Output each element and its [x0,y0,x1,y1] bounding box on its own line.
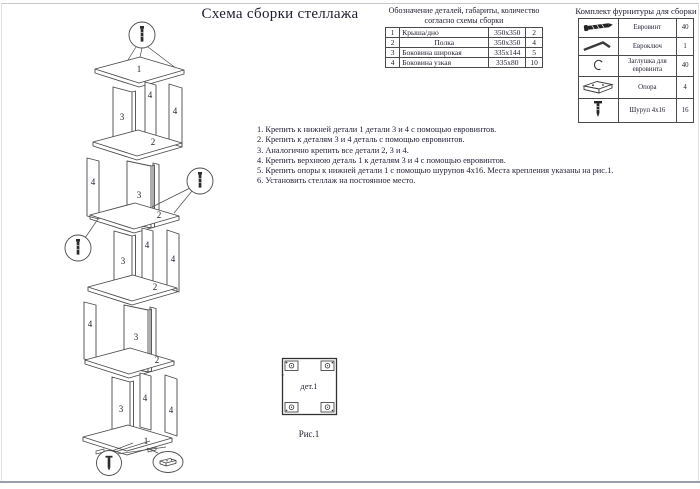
table-row [579,76,694,99]
screw-icon [579,99,619,123]
table-row [386,48,543,58]
hardware-name: Евровинт [618,19,677,38]
support-foot-callout [153,452,183,473]
part-label: 4 [144,240,150,250]
part-label: 4 [170,254,176,264]
part-label: 3 [120,256,126,266]
instruction-step: 6. Установить стеллаж на постоянное место. [257,176,416,186]
shelf-panel [90,203,179,233]
cap-icon [579,56,619,77]
part-name: Полка [400,38,489,48]
parts-table-header [383,6,545,25]
part-size: 335х144 [489,48,526,58]
shelf-panel [88,275,177,305]
part-label: 2 [154,355,160,365]
table-row [386,28,543,38]
part-label: 3 [136,190,142,200]
table-row [579,19,694,38]
part-qty: 2 [526,28,543,38]
shelving-assembly-diagram [0,0,240,489]
detail-label: дет.1 [300,382,318,391]
hex-key-icon [579,37,619,56]
table-row [386,58,543,68]
hardware-name: Евроключ [618,37,677,56]
hardware-qty: 40 [677,19,694,38]
part-label: 3 [118,404,124,414]
parts-table [385,27,543,68]
part-label: 1 [143,436,149,446]
instruction-step: 2. Крепить к деталям 3 и 4 деталь с помощью евровинтов. [257,135,465,145]
part-size: 350х350 [489,28,526,38]
table-row [579,99,694,123]
eurobolt-icon [579,19,619,38]
hardware-table-section [574,6,698,123]
part-label: 1 [136,64,142,74]
part-qty: 10 [526,58,543,68]
part-name: Крыша/дно [400,28,489,38]
support-foot-icon [579,76,619,99]
shelf-panel [85,348,174,378]
part-name: Боковина узкая [400,58,489,68]
part-number: 2 [386,38,400,48]
hardware-qty: 1 [677,37,694,56]
part-number: 4 [386,58,400,68]
instruction-step: 4. Крепить верхнюю деталь 1 к деталям 3 и 4 с помощью евровинтов. [257,155,506,165]
part-label: 4 [147,90,153,100]
part-label: 4 [142,393,148,403]
part-label: 2 [150,137,156,147]
hardware-name: Шуруп 4х16 [618,99,677,123]
assembly-instructions [257,125,652,187]
part-qty: 5 [526,48,543,58]
instruction-step: 1. Крепить к нижней детали 1 детали 3 и 4 с помощью евровинтов. [257,125,497,134]
hardware-table [578,18,694,123]
eurobolt-callout [65,235,91,261]
hardware-table-title: Комплект фурнитуры для сборки [575,6,697,16]
figure-caption: Рис.1 [298,429,320,439]
hardware-name: Заглушка для евровинта [618,56,677,77]
detail-figure [278,352,342,444]
part-qty: 4 [526,38,543,48]
eurobolt-callout [129,22,155,48]
screw-callout [97,451,122,476]
table-row [579,37,694,56]
part-name: Боковина широкая [400,48,489,58]
parts-table-section [383,6,545,68]
part-label: 4 [87,319,93,329]
instruction-step: 5. Крепить опоры к нижней детали 1 с помощью шурупов 4х16. Места крепления указаны на рис.1. [257,166,614,176]
instruction-step: 3. Аналогично крепить все детали 2, 3 и 4. [257,145,409,155]
part-label: 4 [168,405,174,415]
part-size: 335х80 [489,58,526,68]
parts-table-header-line1: Обозначение деталей, габариты, количество [388,6,540,15]
part-label: 4 [90,177,96,187]
part-number: 3 [386,48,400,58]
part-label: 2 [156,210,162,220]
part-size: 350х350 [489,38,526,48]
part-label: 3 [119,112,125,122]
edge-mark [282,374,284,376]
table-row [386,38,543,48]
hardware-name: Опора [618,76,677,99]
page-title: Схема сборки стеллажа [201,6,359,22]
part-label: 4 [172,106,178,116]
eurobolt-callout [187,168,213,194]
part-number: 1 [386,28,400,38]
bottom-panel [83,425,172,455]
hardware-qty: 40 [677,56,694,77]
part-label: 3 [133,332,139,342]
table-row [579,56,694,77]
hardware-qty: 4 [677,76,694,99]
hardware-qty: 16 [677,99,694,123]
part-label: 2 [152,282,158,292]
parts-table-header-line2: согласно схемы сборки [424,15,504,25]
